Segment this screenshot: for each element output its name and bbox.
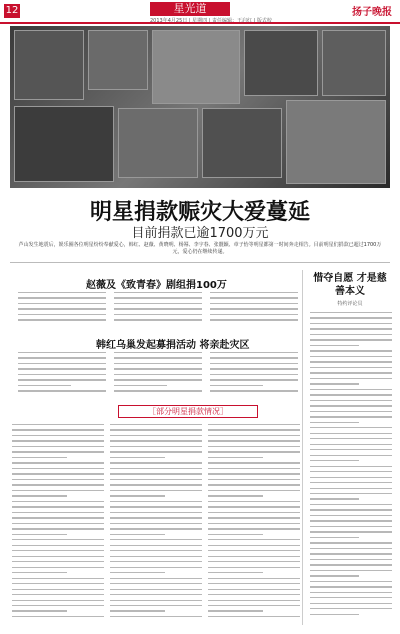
- text-line: [310, 477, 392, 478]
- text-line: [208, 495, 263, 496]
- photo-tile: [118, 108, 198, 178]
- text-line: [12, 446, 104, 447]
- text-line: [310, 433, 392, 434]
- text-line: [310, 394, 392, 395]
- text-line: [208, 429, 300, 430]
- text-line: [208, 462, 300, 463]
- text-line: [310, 531, 392, 532]
- text-line: [110, 523, 202, 524]
- text-line: [310, 488, 392, 489]
- text-line: [12, 512, 104, 513]
- text-line: [18, 319, 106, 320]
- text-line: [12, 605, 104, 606]
- text-line: [12, 484, 104, 485]
- text-line: [12, 578, 104, 579]
- photo-tile: [14, 30, 84, 100]
- donation-list-text: [208, 424, 300, 624]
- text-line: [110, 572, 165, 573]
- text-line: [208, 567, 300, 568]
- text-line: [310, 493, 392, 494]
- text-line: [208, 446, 300, 447]
- text-line: [208, 545, 300, 546]
- text-line: [208, 479, 300, 480]
- donation-list-text: [110, 424, 202, 624]
- text-line: [208, 550, 300, 551]
- text-line: [12, 440, 104, 441]
- text-line: [110, 517, 202, 518]
- text-line: [110, 616, 202, 617]
- text-line: [114, 390, 202, 391]
- sidebar-body-text: [310, 312, 392, 624]
- column-divider: [302, 270, 303, 625]
- photo-tile: [88, 30, 148, 90]
- text-line: [310, 504, 392, 505]
- text-line: [310, 312, 392, 313]
- text-line: [110, 539, 202, 540]
- text-line: [12, 528, 104, 529]
- text-line: [110, 534, 165, 535]
- text-line: [310, 597, 392, 598]
- text-line: [114, 385, 167, 386]
- text-line: [110, 605, 202, 606]
- text-line: [208, 451, 300, 452]
- text-line: [12, 567, 104, 568]
- text-line: [310, 361, 392, 362]
- text-line: [210, 314, 298, 315]
- text-line: [310, 498, 359, 499]
- text-line: [12, 468, 104, 469]
- text-line: [310, 564, 392, 565]
- page-number: 12: [5, 5, 19, 16]
- divider: [10, 262, 390, 263]
- text-line: [12, 539, 104, 540]
- article-body-text: [114, 292, 202, 328]
- text-line: [12, 457, 67, 458]
- text-line: [310, 405, 392, 406]
- article-subtitle-zhaowei: 赵薇及《致青春》剧组捐100万: [86, 280, 227, 291]
- text-line: [18, 297, 106, 298]
- text-line: [208, 556, 300, 557]
- text-line: [310, 553, 392, 554]
- text-line: [114, 303, 202, 304]
- text-line: [310, 515, 392, 516]
- lead-paragraph: 芦山发生地震后，娱乐圈各位明星纷纷奉献爱心，韩红、赵薇、黄晓明、杨幂、李宇春、张靓颖、章子怡等明星都第一时间奔走相告。目前明星们捐款已超过1700万元，爱心仍在继续传递。: [18, 242, 382, 255]
- text-line: [310, 603, 392, 604]
- text-line: [208, 490, 300, 491]
- photo-tile: [244, 30, 318, 96]
- text-line: [110, 610, 165, 611]
- text-line: [310, 449, 392, 450]
- text-line: [12, 572, 67, 573]
- text-line: [114, 357, 202, 358]
- text-line: [310, 608, 392, 609]
- text-line: [310, 548, 392, 549]
- text-line: [310, 372, 392, 373]
- text-line: [310, 400, 392, 401]
- text-line: [208, 424, 300, 425]
- text-line: [208, 539, 300, 540]
- text-line: [310, 416, 392, 417]
- text-line: [110, 589, 202, 590]
- text-line: [110, 451, 202, 452]
- text-line: [110, 556, 202, 557]
- text-line: [210, 385, 263, 386]
- text-line: [310, 422, 359, 423]
- text-line: [114, 314, 202, 315]
- text-line: [12, 501, 104, 502]
- text-line: [12, 561, 104, 562]
- text-line: [208, 572, 263, 573]
- text-line: [310, 520, 392, 521]
- text-line: [310, 323, 392, 324]
- text-line: [110, 578, 202, 579]
- page-header: [0, 0, 400, 24]
- text-line: [110, 490, 202, 491]
- text-line: [12, 534, 67, 535]
- text-line: [18, 352, 106, 353]
- text-line: [12, 545, 104, 546]
- text-line: [110, 429, 202, 430]
- text-line: [18, 357, 106, 358]
- text-line: [18, 292, 106, 293]
- article-body-text: [18, 292, 106, 328]
- text-line: [114, 319, 202, 320]
- text-line: [208, 594, 300, 595]
- text-line: [114, 297, 202, 298]
- text-line: [12, 473, 104, 474]
- text-line: [310, 444, 392, 445]
- text-line: [12, 610, 67, 611]
- text-line: [12, 424, 104, 425]
- text-line: [110, 484, 202, 485]
- text-line: [208, 517, 300, 518]
- text-line: [12, 600, 104, 601]
- text-line: [18, 379, 106, 380]
- text-line: [12, 479, 104, 480]
- text-line: [12, 435, 104, 436]
- text-line: [18, 308, 106, 309]
- donation-list-title: ［部分明星捐款情况］: [118, 405, 258, 418]
- text-line: [310, 345, 359, 346]
- text-line: [210, 319, 298, 320]
- text-line: [208, 484, 300, 485]
- text-line: [310, 614, 359, 615]
- text-line: [114, 363, 202, 364]
- text-line: [208, 583, 300, 584]
- text-line: [114, 374, 202, 375]
- article-body-text: [210, 292, 298, 328]
- text-line: [208, 605, 300, 606]
- text-line: [18, 374, 106, 375]
- text-line: [110, 440, 202, 441]
- text-line: [110, 600, 202, 601]
- text-line: [110, 457, 165, 458]
- text-line: [208, 600, 300, 601]
- text-line: [12, 583, 104, 584]
- photo-tile: [14, 106, 114, 182]
- section-title: 星光道: [150, 2, 230, 16]
- text-line: [110, 446, 202, 447]
- text-line: [310, 378, 392, 379]
- text-line: [110, 495, 165, 496]
- text-line: [310, 537, 359, 538]
- text-line: [310, 592, 392, 593]
- text-line: [310, 367, 392, 368]
- text-line: [208, 578, 300, 579]
- text-line: [12, 495, 67, 496]
- text-line: [310, 509, 392, 510]
- main-headline: 明星捐款赈灾大爱蔓延: [89, 200, 310, 225]
- text-line: [310, 581, 392, 582]
- text-line: [18, 385, 71, 386]
- text-line: [110, 506, 202, 507]
- text-line: [210, 297, 298, 298]
- text-line: [110, 550, 202, 551]
- text-line: [208, 512, 300, 513]
- donation-list-text: [12, 424, 104, 624]
- text-line: [208, 528, 300, 529]
- text-line: [210, 368, 298, 369]
- text-line: [310, 526, 392, 527]
- text-line: [12, 490, 104, 491]
- text-line: [210, 292, 298, 293]
- text-line: [114, 368, 202, 369]
- photo-tile: [322, 30, 386, 96]
- text-line: [208, 506, 300, 507]
- newspaper-logo: 扬子晚报: [352, 7, 392, 18]
- text-line: [114, 379, 202, 380]
- text-line: [12, 550, 104, 551]
- text-line: [110, 468, 202, 469]
- text-line: [310, 328, 392, 329]
- text-line: [210, 390, 298, 391]
- text-line: [210, 379, 298, 380]
- photo-tile: [286, 100, 386, 184]
- text-line: [18, 368, 106, 369]
- text-line: [208, 501, 300, 502]
- text-line: [208, 435, 300, 436]
- text-line: [208, 457, 263, 458]
- text-line: [110, 512, 202, 513]
- text-line: [114, 352, 202, 353]
- text-line: [114, 308, 202, 309]
- text-line: [110, 501, 202, 502]
- text-line: [208, 610, 263, 611]
- sidebar-title: 惜夺自愿 才是慈善本义: [313, 273, 387, 297]
- text-line: [210, 352, 298, 353]
- text-line: [310, 460, 359, 461]
- text-line: [310, 339, 392, 340]
- photo-tile: [152, 30, 240, 104]
- text-line: [12, 462, 104, 463]
- text-line: [310, 356, 392, 357]
- text-line: [12, 506, 104, 507]
- text-line: [110, 583, 202, 584]
- text-line: [18, 363, 106, 364]
- text-line: [310, 438, 392, 439]
- text-line: [208, 440, 300, 441]
- page-meta: 2013年4月25日 | 星期四 | 责任编辑：王启红 | 版式校: [150, 18, 272, 24]
- text-line: [208, 616, 300, 617]
- sub-headline: 目前捐款已逾1700万元: [131, 226, 269, 241]
- text-line: [310, 383, 359, 384]
- text-line: [210, 303, 298, 304]
- text-line: [12, 556, 104, 557]
- text-line: [12, 517, 104, 518]
- text-line: [110, 594, 202, 595]
- text-line: [110, 435, 202, 436]
- text-line: [310, 455, 392, 456]
- article-body-text: [210, 352, 298, 400]
- text-line: [310, 482, 392, 483]
- text-line: [208, 561, 300, 562]
- text-line: [310, 427, 392, 428]
- text-line: [110, 528, 202, 529]
- text-line: [12, 523, 104, 524]
- text-line: [310, 471, 392, 472]
- text-line: [310, 466, 392, 467]
- celebrity-collage: [10, 26, 390, 188]
- text-line: [208, 468, 300, 469]
- text-line: [310, 586, 392, 587]
- text-line: [310, 317, 392, 318]
- text-line: [310, 570, 392, 571]
- text-line: [110, 424, 202, 425]
- text-line: [110, 561, 202, 562]
- text-line: [110, 473, 202, 474]
- text-line: [310, 411, 392, 412]
- text-line: [310, 389, 392, 390]
- text-line: [110, 567, 202, 568]
- text-line: [210, 308, 298, 309]
- text-line: [208, 473, 300, 474]
- article-subtitle-hanhong: 韩红乌巢发起募捐活动 将亲赴灾区: [96, 340, 250, 351]
- text-line: [110, 545, 202, 546]
- article-body-text: [114, 352, 202, 400]
- text-line: [12, 589, 104, 590]
- text-line: [210, 363, 298, 364]
- photo-tile: [202, 108, 282, 178]
- text-line: [310, 575, 359, 576]
- text-line: [310, 542, 392, 543]
- text-line: [208, 589, 300, 590]
- text-line: [210, 374, 298, 375]
- article-body-text: [18, 352, 106, 400]
- text-line: [18, 303, 106, 304]
- text-line: [18, 390, 106, 391]
- text-line: [18, 314, 106, 315]
- text-line: [208, 534, 263, 535]
- text-line: [12, 451, 104, 452]
- text-line: [12, 594, 104, 595]
- text-line: [310, 350, 392, 351]
- text-line: [110, 479, 202, 480]
- text-line: [210, 357, 298, 358]
- text-line: [12, 429, 104, 430]
- sidebar-byline: 特约评论员: [337, 301, 363, 307]
- text-line: [208, 523, 300, 524]
- text-line: [310, 334, 392, 335]
- text-line: [114, 292, 202, 293]
- text-line: [310, 559, 392, 560]
- text-line: [12, 616, 104, 617]
- text-line: [110, 462, 202, 463]
